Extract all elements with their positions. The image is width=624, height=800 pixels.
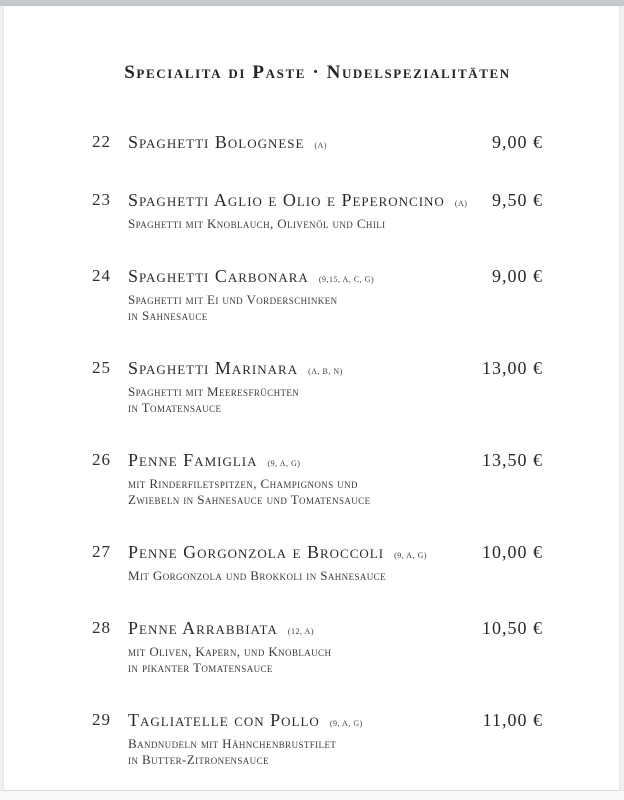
item-name: Penne Famiglia xyxy=(128,450,258,470)
item-number: 27 xyxy=(92,542,111,561)
item-body xyxy=(128,618,451,676)
menu-item-25 xyxy=(92,358,543,416)
item-description: Spaghetti mit Knoblauch, Olivenöl und Chili xyxy=(128,216,386,231)
item-description: Zwiebeln in Sahnesauce und Tomatensauce xyxy=(128,492,371,507)
item-name-line xyxy=(128,618,451,642)
menu-item-24 xyxy=(92,266,543,324)
item-body xyxy=(128,358,451,416)
item-name-line xyxy=(128,190,468,214)
item-description: in Butter-Zitronensauce xyxy=(128,752,269,767)
item-name: Spaghetti Carbonara xyxy=(128,266,309,286)
item-description: in Tomatensauce xyxy=(128,400,222,415)
item-name: Penne Gorgonzola e Broccoli xyxy=(128,542,385,562)
item-allergens: (A) xyxy=(454,199,468,208)
item-allergens: (12, A) xyxy=(287,627,314,636)
item-allergens: (9, A, G) xyxy=(394,551,428,560)
item-description: mit Rinderfiletspitzen, Champignons und xyxy=(128,476,358,491)
item-allergens: (9,15, A, C, G) xyxy=(318,275,375,284)
menu-item-26 xyxy=(92,450,543,508)
page-title: Specialita di Paste · Nudelspezialitäten xyxy=(124,62,511,83)
item-price: 9,00 € xyxy=(492,266,543,286)
item-name: Spaghetti Aglio e Olio e Peperoncino xyxy=(128,190,445,210)
item-price: 10,50 € xyxy=(482,618,543,638)
menu-item-22 xyxy=(92,132,543,156)
item-number: 22 xyxy=(92,132,111,151)
item-body xyxy=(128,190,468,232)
item-number: 23 xyxy=(92,190,111,209)
item-description: Mit Gorgonzola und Brokkoli in Sahnesauce xyxy=(128,568,386,583)
menu-page xyxy=(4,6,619,790)
item-number: 29 xyxy=(92,710,111,729)
item-description: Bandnudeln mit Hähnchenbrustfilet xyxy=(128,736,337,751)
menu-item-27 xyxy=(92,542,543,584)
item-name: Spaghetti Marinara xyxy=(128,358,299,378)
item-price: 13,50 € xyxy=(482,450,543,470)
item-body xyxy=(128,450,451,508)
item-description: Spaghetti mit Ei und Vorderschinken xyxy=(128,292,338,307)
item-body xyxy=(128,132,451,156)
item-name: Penne Arrabbiata xyxy=(128,618,278,638)
item-allergens: (9, A, G) xyxy=(329,719,363,728)
item-description: in pikanter Tomatensauce xyxy=(128,660,273,675)
item-name-line xyxy=(128,266,451,290)
item-number: 24 xyxy=(92,266,111,285)
item-name-line xyxy=(128,710,451,734)
page-bottom-edge xyxy=(0,790,624,800)
item-price: 10,00 € xyxy=(482,542,543,562)
item-description: Spaghetti mit Meeresfrüchten xyxy=(128,384,300,399)
menu-item-28 xyxy=(92,618,543,676)
item-number: 25 xyxy=(92,358,111,377)
item-body xyxy=(128,266,451,324)
item-body xyxy=(128,710,451,768)
item-price: 9,50 € xyxy=(492,190,543,210)
item-allergens: (9, A, G) xyxy=(267,459,301,468)
item-name-line xyxy=(128,450,451,474)
menu-item-23 xyxy=(92,190,543,232)
menu-item-29 xyxy=(92,710,543,768)
item-allergens: (A, B, N) xyxy=(308,367,343,376)
item-description: mit Oliven, Kapern, und Knoblauch xyxy=(128,644,332,659)
item-name-line xyxy=(128,358,451,382)
item-number: 28 xyxy=(92,618,111,637)
item-name-line xyxy=(128,542,451,566)
item-name-line xyxy=(128,132,451,156)
item-price: 13,00 € xyxy=(482,358,543,378)
item-price: 11,00 € xyxy=(482,710,543,730)
item-name: Spaghetti Bolognese xyxy=(128,132,305,152)
item-description: in Sahnesauce xyxy=(128,308,208,323)
item-number: 26 xyxy=(92,450,111,469)
item-allergens: (A) xyxy=(314,141,328,150)
item-name: Tagliatelle con Pollo xyxy=(128,710,320,730)
item-body xyxy=(128,542,451,584)
item-price: 9,00 € xyxy=(492,132,543,152)
